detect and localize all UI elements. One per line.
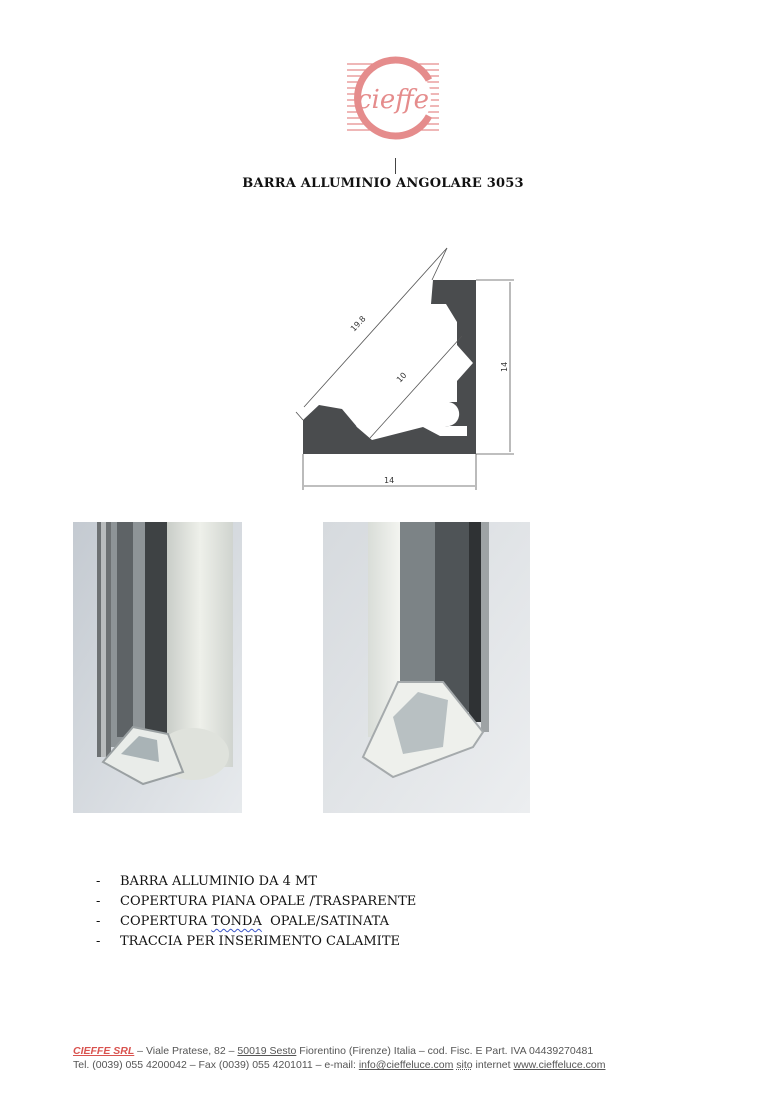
company-brand: CIEFFE SRL — [73, 1045, 135, 1057]
list-item — [96, 932, 416, 952]
footer-line-1 — [73, 1044, 713, 1058]
footer-address-b: Fiorentino (Firenze) Italia – cod. Fisc. E Part. IVA 04439270481 — [296, 1045, 594, 1057]
dimension-height: 14 — [500, 361, 509, 372]
list-item — [96, 892, 416, 912]
footer — [73, 1044, 713, 1072]
footer-address-a: – Viale Pratese, 82 – — [134, 1045, 238, 1057]
list-dash: - — [96, 934, 101, 949]
dimension-inner: 10 — [394, 370, 409, 385]
footer-sito: sito — [456, 1059, 473, 1071]
website-link[interactable]: www.cieffeluce.com — [513, 1059, 606, 1071]
feature-text: TRACCIA PER INSERIMENTO CALAMITE — [120, 934, 400, 949]
aluminium-profile-section — [303, 280, 476, 454]
text-cursor-mark — [395, 158, 396, 174]
footer-line-2 — [73, 1058, 713, 1072]
dimension-diagonal: 19.8 — [348, 314, 368, 334]
cieffe-logo — [345, 54, 441, 142]
list-item — [96, 912, 416, 932]
profile-flat-cover-photo — [323, 522, 530, 813]
footer-phone: Tel. (0039) 055 4200042 – Fax (0039) 055 4201011 – e-mail: — [73, 1059, 359, 1071]
feature-list — [96, 872, 416, 952]
footer-internet: internet — [472, 1059, 514, 1071]
list-dash: - — [96, 914, 101, 929]
document-title: BARRA ALLUMINIO ANGOLARE 3053 — [242, 176, 524, 191]
list-item — [96, 872, 416, 892]
feature-text: COPERTURA PIANA OPALE /TRASPARENTE — [120, 894, 417, 909]
list-dash: - — [96, 874, 101, 889]
profile-round-cover-photo — [73, 522, 242, 813]
profile-technical-drawing — [262, 242, 524, 494]
dimension-width: 14 — [384, 476, 395, 485]
feature-text-pre: COPERTURA — [120, 914, 212, 929]
footer-postcode: 50019 Sesto — [237, 1045, 297, 1057]
logo-text: cieffe — [356, 85, 430, 115]
list-dash: - — [96, 894, 101, 909]
feature-text: BARRA ALLUMINIO DA 4 MT — [120, 874, 318, 889]
spellcheck-word: TONDA — [211, 914, 262, 929]
email-link[interactable]: info@cieffeluce.com — [358, 1059, 454, 1071]
feature-text — [120, 912, 389, 932]
feature-text-post: OPALE/SATINATA — [261, 914, 390, 929]
